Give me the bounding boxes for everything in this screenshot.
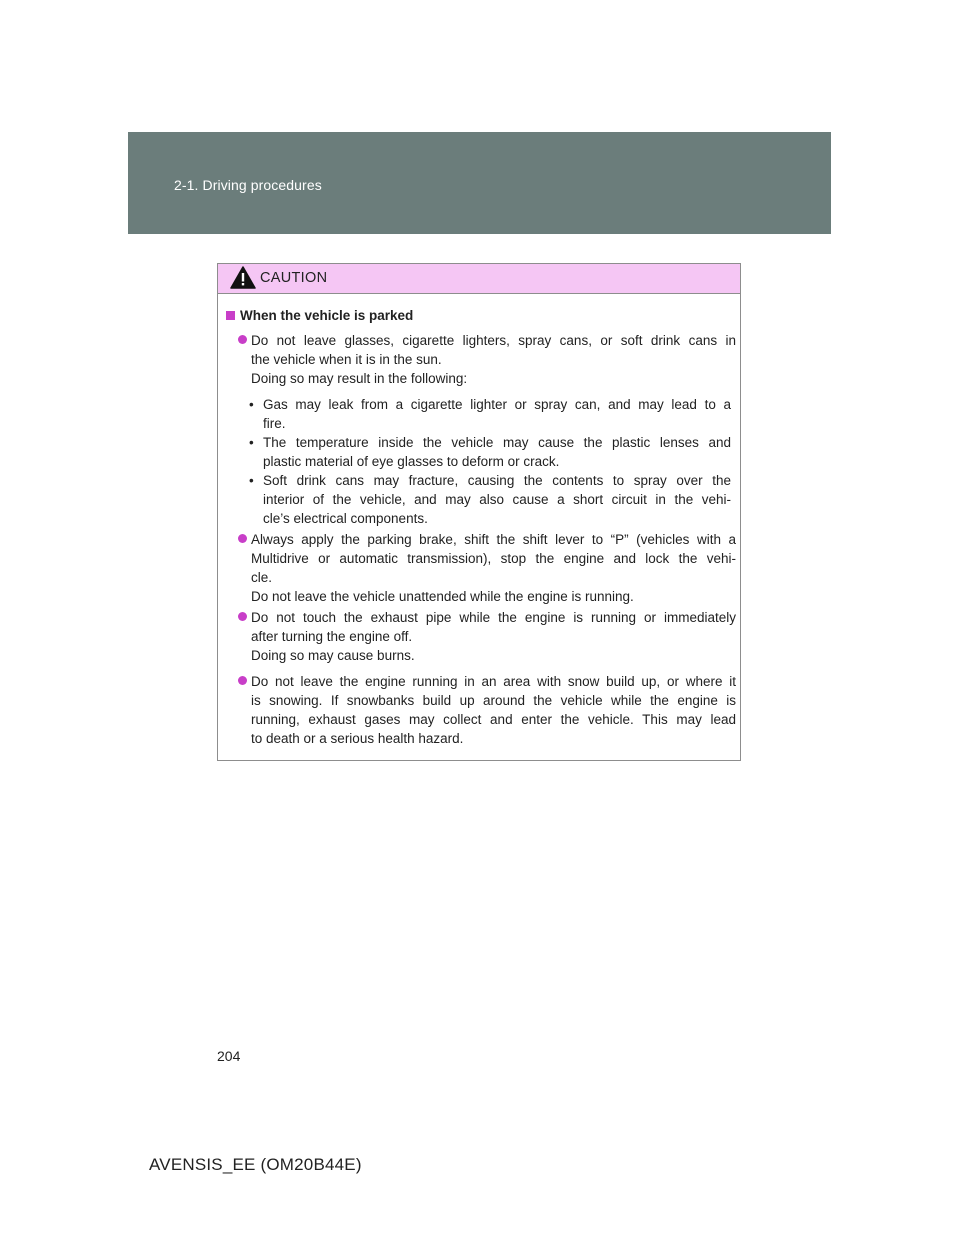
square-bullet-icon: [226, 311, 235, 320]
text-line: Multidrive or automatic transmission), stop the engine and lock the vehi-: [251, 551, 736, 566]
section-title: 2-1. Driving procedures: [174, 177, 322, 193]
dot-marker: •: [249, 473, 254, 488]
section-header-band: [128, 132, 831, 234]
text-line: the vehicle when it is in the sun.: [251, 352, 442, 367]
caution-title: CAUTION: [260, 270, 328, 286]
text-line: Gas may leak from a cigarette lighter or spray can, and may lead to a: [263, 397, 731, 412]
warning-triangle-icon: [230, 266, 256, 289]
text-line: interior of the vehicle, and may also cause a short circuit in the vehi-: [263, 492, 731, 507]
caution-heading: When the vehicle is parked: [226, 308, 413, 323]
text-line: after turning the engine off.: [251, 629, 413, 644]
text-line: cle.: [251, 570, 273, 585]
text-line: Doing so may result in the following:: [251, 371, 468, 386]
text-line: Do not leave glasses, cigarette lighters, spray cans, or soft drink cans in: [251, 333, 736, 348]
text-line: Doing so may cause burns.: [251, 648, 415, 663]
text-line: Soft drink cans may fracture, causing the contents to spray over the: [263, 473, 731, 488]
text-line: plastic material of eye glasses to deform or crack.: [263, 454, 560, 469]
document-code: AVENSIS_EE (OM20B44E): [149, 1155, 362, 1174]
text-line: fire.: [263, 416, 286, 431]
text-line: is snowing. If snowbanks build up around the vehicle while the engine is: [251, 693, 736, 708]
text-line: running, exhaust gases may collect and enter the vehicle. This may lead: [251, 712, 736, 727]
text-line: The temperature inside the vehicle may cause the plastic lenses and: [263, 435, 731, 450]
text-line: Do not leave the vehicle unattended while the engine is running.: [251, 589, 634, 604]
caution-header: [218, 264, 740, 294]
text-line: cle’s electrical components.: [263, 511, 428, 526]
round-bullet-icon: [238, 676, 247, 685]
text-line: Do not leave the engine running in an area with snow build up, or where it: [251, 674, 736, 689]
text-line: Do not touch the exhaust pipe while the engine is running or immediately: [251, 610, 736, 625]
dot-marker: •: [249, 397, 254, 412]
round-bullet-icon: [238, 534, 247, 543]
round-bullet-icon: [238, 612, 247, 621]
round-bullet-icon: [238, 335, 247, 344]
text-line: Always apply the parking brake, shift the shift lever to “P” (vehicles with a: [251, 532, 736, 547]
text-line: to death or a serious health hazard.: [251, 731, 464, 746]
dot-marker: •: [249, 435, 254, 450]
page-number: 204: [217, 1048, 241, 1064]
caution-box: [217, 263, 741, 761]
